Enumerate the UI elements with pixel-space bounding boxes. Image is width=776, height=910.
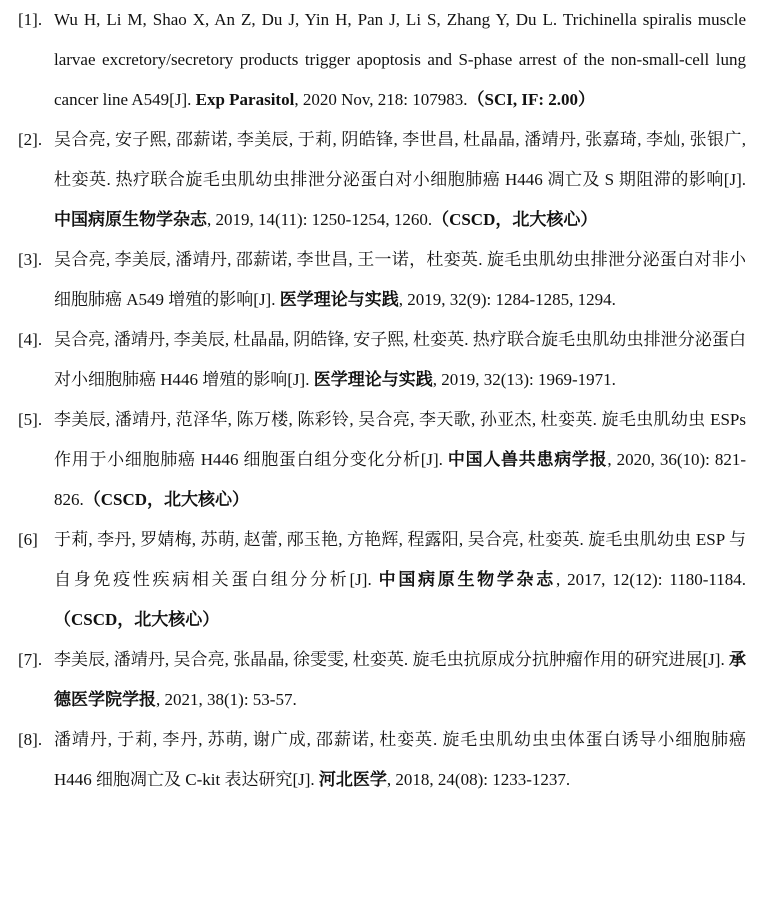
reference-item [18, 640, 746, 720]
reference-number: [6] [18, 530, 38, 549]
reference-details: , 2019, 32(13): 1969-1971. [432, 370, 616, 389]
reference-authors-title: 吴合亮, 李美辰, 潘靖丹, 邵薪诺, 李世昌, 王一诺，杜娈英. 旋毛虫肌幼虫排泄分泌蛋白对非小细胞肺癌 A549 增殖的影响[J]. [54, 250, 746, 309]
reference-authors-title: 吴合亮, 安子熙, 邵薪诺, 李美辰, 于莉, 阴皓锋, 李世昌, 杜晶晶, 潘靖丹, 张嘉琦, 李灿, 张银广, 杜娈英. 热疗联合旋毛虫肌幼虫排泄分泌蛋白对小细胞肺癌 H446 凋亡及 S 期阻滞的影响[J]. [54, 130, 746, 189]
reference-details: , 2019, 32(9): 1284-1285, 1294. [398, 290, 616, 309]
reference-details: , 2020, 36(10): 821-826. [54, 450, 746, 509]
reference-authors-title: 于莉, 李丹, 罗婧梅, 苏萌, 赵蕾, 邴玉艳, 方艳辉, 程露阳, 吴合亮, 杜娈英. 旋毛虫肌幼虫 ESP 与自身免疫性疾病相关蛋白组分分析[J]. [54, 530, 746, 589]
reference-citation [54, 640, 746, 720]
reference-number: [8]. [18, 730, 43, 749]
reference-number: [5]. [18, 410, 43, 429]
reference-item [18, 400, 746, 520]
reference-citation [54, 120, 746, 240]
reference-citation [54, 720, 746, 800]
reference-citation [54, 400, 746, 520]
reference-number: [4]. [18, 330, 43, 349]
reference-authors-title: 李美辰, 潘靖丹, 吴合亮, 张晶晶, 徐雯雯, 杜娈英. 旋毛虫抗原成分抗肿瘤作用的研究进展[J]. [54, 650, 729, 669]
reference-number: [2]. [18, 130, 43, 149]
reference-journal: 医学理论与实践 [313, 370, 433, 389]
reference-details: , 2018, 24(08): 1233-1237. [386, 770, 571, 789]
reference-index-badge: （CSCD，北大核心） [432, 210, 598, 229]
reference-item [18, 320, 746, 400]
reference-index-badge: （CSCD，北大核心） [54, 610, 220, 629]
reference-journal: Exp Parasitol [195, 90, 295, 109]
reference-item [18, 120, 746, 240]
reference-authors-title: 潘靖丹, 于莉, 李丹, 苏萌, 谢广成, 邵薪诺, 杜娈英. 旋毛虫肌幼虫虫体蛋白诱导小细胞肺癌 H446 细胞凋亡及 C-kit 表达研究[J]. [54, 730, 746, 789]
reference-details: , 2021, 38(1): 53-57. [156, 690, 297, 709]
reference-details: , 2017, 12(12): 1180-1184. [555, 570, 747, 589]
reference-item [18, 720, 746, 800]
reference-item [18, 0, 746, 120]
reference-number: [7]. [18, 650, 43, 669]
reference-journal: 中国病原生物学杂志 [54, 210, 207, 229]
reference-citation [54, 0, 746, 120]
reference-citation [54, 520, 746, 640]
reference-journal: 河北医学 [318, 770, 387, 789]
reference-citation [54, 320, 746, 400]
reference-details: , 2020 Nov, 218: 107983. [294, 90, 468, 109]
reference-details: , 2019, 14(11): 1250-1254, 1260. [207, 210, 433, 229]
reference-journal: 承德医学院学报 [54, 650, 746, 709]
reference-journal: 医学理论与实践 [279, 290, 399, 309]
reference-journal: 中国病原生物学杂志 [378, 570, 556, 589]
reference-index-badge: （CSCD，北大核心） [83, 490, 250, 509]
reference-index-badge: （SCI, IF: 2.00） [467, 90, 595, 109]
reference-number: [1]. [18, 10, 43, 29]
reference-item [18, 240, 746, 320]
reference-journal: 中国人兽共患病学报 [447, 450, 608, 469]
reference-authors-title: Wu H, Li M, Shao X, An Z, Du J, Yin H, Pan J, Li S, Zhang Y, Du L. Trichinella spiralis muscle larvae excretory/secretory products trigger apoptosis and S-phase arrest of the non-small-cell lung cancer line A549[J]. [54, 10, 746, 109]
reference-authors-title: 李美辰, 潘靖丹, 范泽华, 陈万楼, 陈彩铃, 吴合亮, 李天歌, 孙亚杰, 杜娈英. 旋毛虫肌幼虫 ESPs 作用于小细胞肺癌 H446 细胞蛋白组分变化分析[J]. [54, 410, 746, 469]
reference-item [18, 520, 746, 640]
reference-number: [3]. [18, 250, 43, 269]
reference-citation [54, 240, 746, 320]
reference-authors-title: 吴合亮, 潘靖丹, 李美辰, 杜晶晶, 阴皓锋, 安子熙, 杜娈英. 热疗联合旋毛虫肌幼虫排泄分泌蛋白对小细胞肺癌 H446 增殖的影响[J]. [54, 330, 746, 389]
